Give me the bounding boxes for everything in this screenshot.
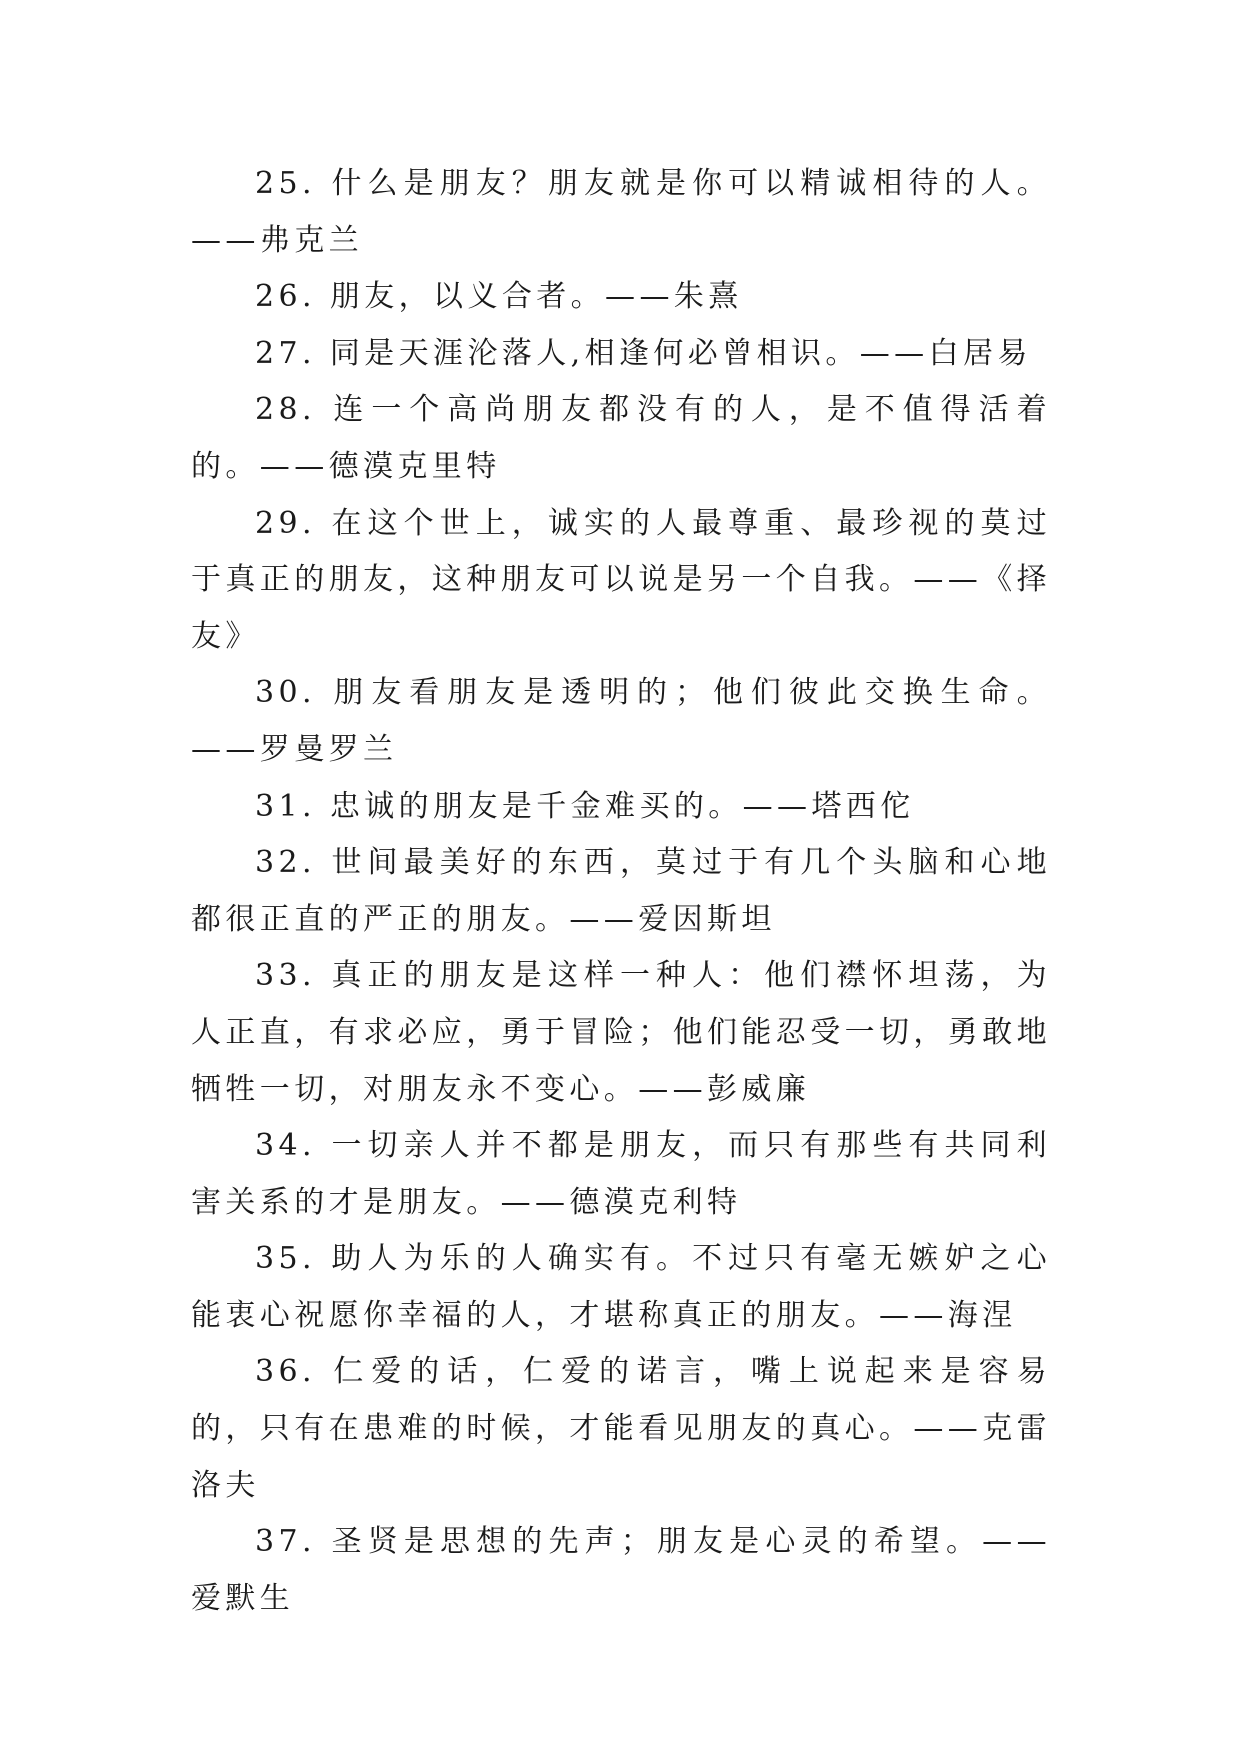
quote-34: 34. 一切亲人并不都是朋友，而只有那些有共同利害关系的才是朋友。——德漠克利特 bbox=[191, 1128, 1051, 1220]
quote-37: 37. 圣贤是思想的先声；朋友是心灵的希望。——爱默生 bbox=[191, 1524, 1051, 1616]
quote-30: 30. 朋友看朋友是透明的；他们彼此交换生命。——罗曼罗兰 bbox=[191, 675, 1051, 767]
quote-32: 32. 世间最美好的东西，莫过于有几个头脑和心地都很正直的严正的朋友。——爱因斯坦 bbox=[191, 845, 1051, 937]
quote-29: 29. 在这个世上，诚实的人最尊重、最珍视的莫过于真正的朋友，这种朋友可以说是另一个自我。——《择友》 bbox=[191, 505, 1051, 654]
quote-28: 28. 连一个高尚朋友都没有的人，是不值得活着的。——德漠克里特 bbox=[191, 392, 1051, 484]
quote-35: 35. 助人为乐的人确实有。不过只有毫无嫉妒之心能衷心祝愿你幸福的人，才堪称真正的朋友。——海涅 bbox=[191, 1241, 1051, 1333]
quote-27: 27. 同是天涯沦落人,相逢何必曾相识。——白居易 bbox=[255, 335, 1032, 371]
quote-36: 36. 仁爱的话，仁爱的诺言，嘴上说起来是容易的，只有在患难的时候，才能看见朋友的真心。——克雷洛夫 bbox=[191, 1354, 1051, 1503]
quote-list bbox=[191, 156, 1051, 1627]
quote-31: 31. 忠诚的朋友是千金难买的。——塔西佗 bbox=[255, 788, 915, 824]
quote-25: 25. 什么是朋友？朋友就是你可以精诚相待的人。——弗克兰 bbox=[191, 166, 1051, 258]
quote-26: 26. 朋友，以义合者。——朱熹 bbox=[255, 279, 743, 315]
quote-33: 33. 真正的朋友是这样一种人：他们襟怀坦荡，为人正直，有求必应，勇于冒险；他们能忍受一切，勇敢地牺牲一切，对朋友永不变心。——彭威廉 bbox=[191, 958, 1051, 1107]
